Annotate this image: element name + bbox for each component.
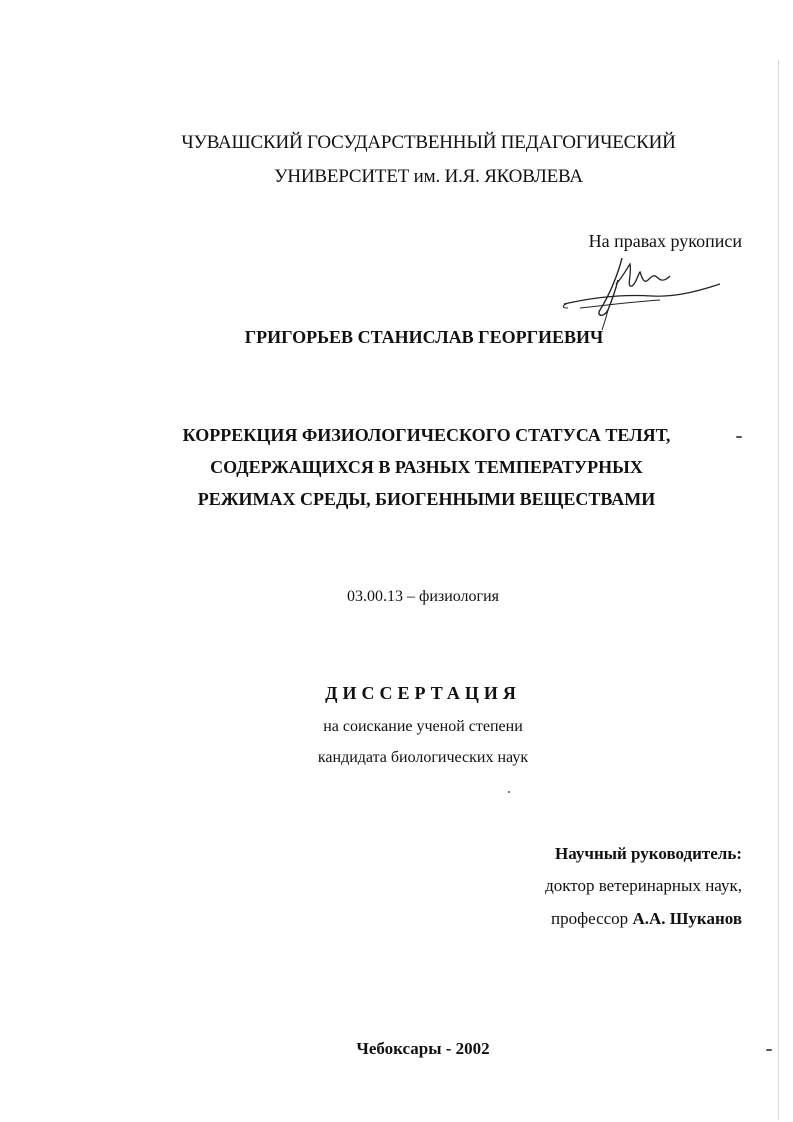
dissertation-title-line3: РЕЖИМАХ СРЕДЫ, БИОГЕННЫМИ ВЕЩЕСТВАМИ bbox=[197, 489, 656, 509]
scan-speck bbox=[508, 791, 510, 793]
supervisor-title: профессор bbox=[551, 909, 629, 928]
document-type: ДИССЕРТАЦИЯ bbox=[325, 683, 521, 703]
supervisor-title-name bbox=[551, 909, 742, 929]
handwritten-signature bbox=[560, 244, 730, 334]
manuscript-rights-note: На правах рукописи bbox=[588, 231, 742, 251]
dissertation-title-line1: КОРРЕКЦИЯ ФИЗИОЛОГИЧЕСКОГО СТАТУСА ТЕЛЯТ, bbox=[182, 425, 671, 445]
dissertation-title-line2: СОДЕРЖАЩИХСЯ В РАЗНЫХ ТЕМПЕРАТУРНЫХ bbox=[210, 457, 643, 477]
university-name-line1: ЧУВАШСКИЙ ГОСУДАРСТВЕННЫЙ ПЕДАГОГИЧЕСКИЙ bbox=[181, 132, 676, 153]
degree-line2: кандидата биологических наук bbox=[317, 749, 529, 766]
supervisor-heading: Научный руководитель: bbox=[555, 844, 742, 863]
scan-speck bbox=[736, 436, 742, 438]
city-and-year: Чебоксары - 2002 bbox=[356, 1039, 490, 1058]
author-name: ГРИГОРЬЕВ СТАНИСЛАВ ГЕОРГИЕВИЧ bbox=[244, 327, 604, 347]
supervisor-degree: доктор ветеринарных наук, bbox=[545, 876, 742, 895]
degree-line1: на соискание ученой степени bbox=[323, 718, 523, 735]
scan-speck bbox=[766, 1049, 772, 1051]
supervisor-name: А.А. Шуканов bbox=[632, 909, 742, 928]
university-name-line2: УНИВЕРСИТЕТ им. И.Я. ЯКОВЛЕВА bbox=[274, 166, 583, 187]
specialty-code: 03.00.13 – физиология bbox=[346, 588, 500, 605]
